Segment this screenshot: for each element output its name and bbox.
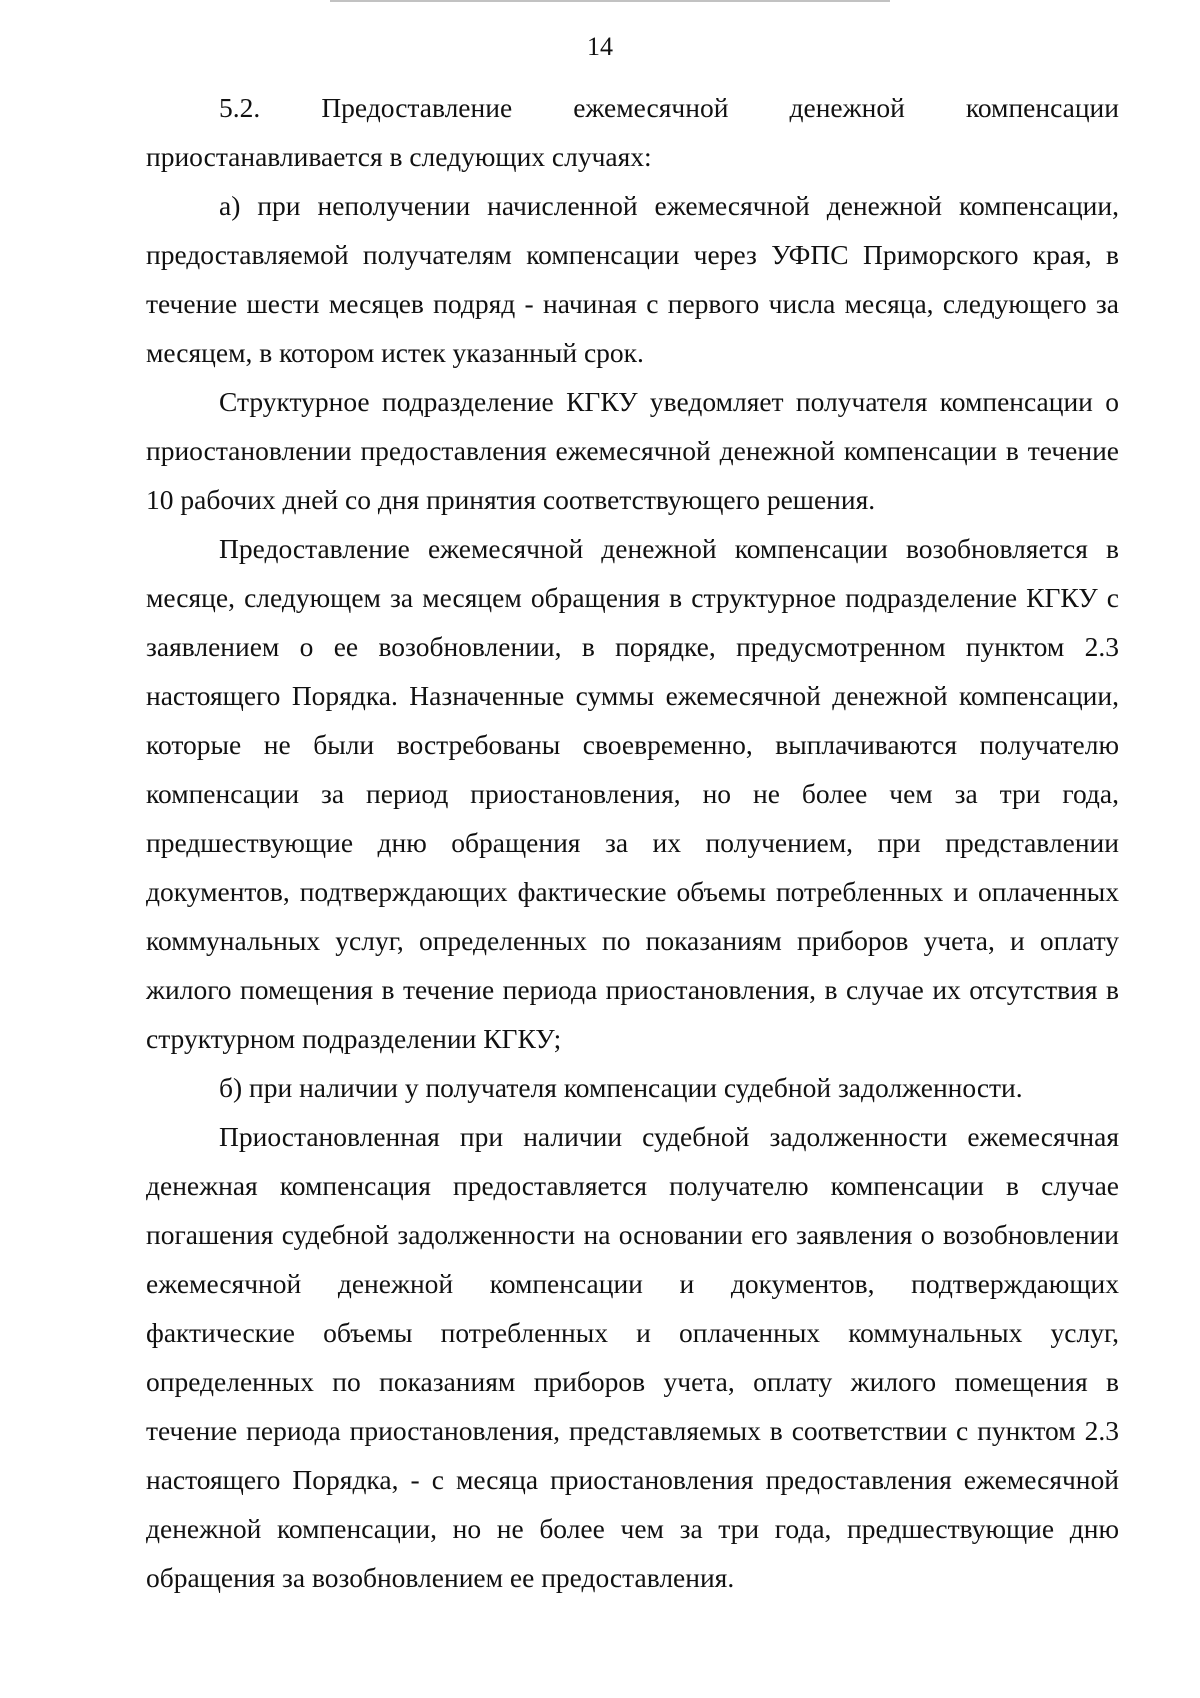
scan-edge-line [330,0,890,2]
paragraph-case-b: б) при наличии у получателя компенсации судебной задолженности. [219,1072,1023,1103]
paragraph-case-a: а) при неполучении начисленной ежемесячной денежной компенсации, предоставляемой получателям компенсации через УФПС Приморского края, в течение шести месяцев подряд - начиная с первого числа месяца, следующего за месяцем, в котором истек указанный срок. [146,190,1119,368]
paragraph-5-2-intro: 5.2. Предоставление ежемесячной денежной компенсации приостанавливается в следующих случаях: [146,92,1119,172]
paragraph-court-debt: Приостановленная при наличии судебной задолженности ежемесячная денежная компенсация предоставляется получателю компенсации в случае погашения судебной задолженности на основании его заявления о возобновлении ежемесячной денежной компенсации и документов, подтверждающих фактические объемы потребленных и оплаченных коммунальных услуг, определенных по показаниям приборов учета, оплату жилого помещения в течение периода приостановления, представляемых в соответствии с пунктом 2.3 настоящего Порядка, - с месяца приостановления предоставления ежемесячной денежной компенсации, но не более чем за три года, предшествующие дню обращения за возобновлением ее предоставления. [146,1121,1119,1593]
page-number: 14 [587,32,613,61]
paragraph-notification: Структурное подразделение КГКУ уведомляет получателя компенсации о приостановлении предоставления ежемесячной денежной компенсации в течение 10 рабочих дней со дня принятия соответствующего решения. [146,386,1119,515]
document-body [146,83,1119,1602]
paragraph-resumption: Предоставление ежемесячной денежной компенсации возобновляется в месяце, следующем за месяцем обращения в структурное подразделение КГКУ с заявлением о ее возобновлении, в порядке, предусмотренном пунктом 2.3 настоящего Порядка. Назначенные суммы ежемесячной денежной компенсации, которые не были востребованы своевременно, выплачиваются получателю компенсации за период приостановления, но не более чем за три года, предшествующие дню обращения за их получением, при представлении документов, подтверждающих фактические объемы потребленных и оплаченных коммунальных услуг, определенных по показаниям приборов учета, и оплату жилого помещения в течение периода приостановления, в случае их отсутствия в структурном подразделении КГКУ; [146,533,1119,1054]
